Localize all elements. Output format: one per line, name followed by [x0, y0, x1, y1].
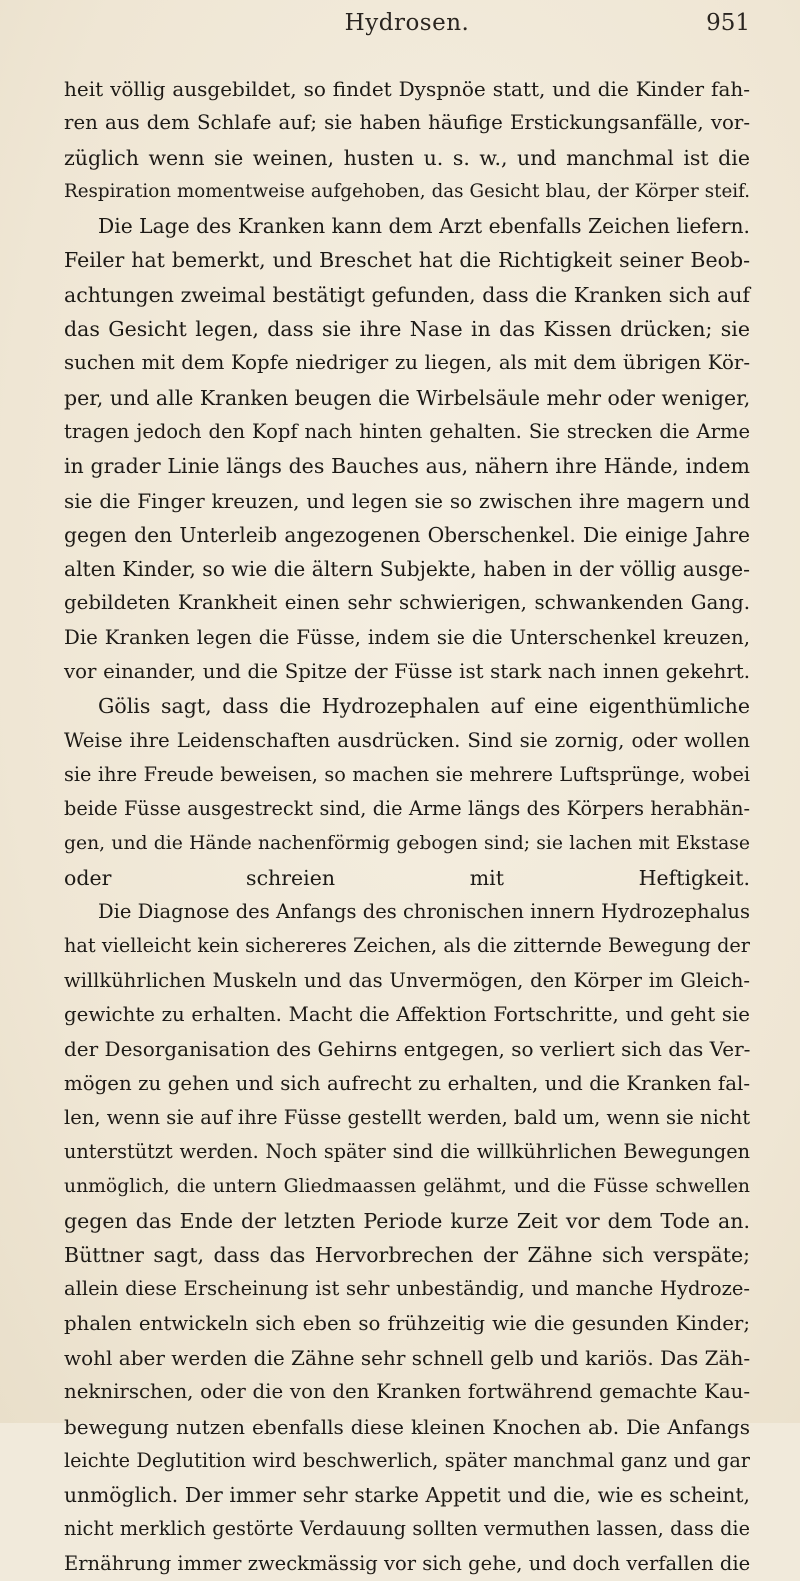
text-line: beide Füsse ausgestreckt sind, die Arme längs des Körpers herabhän- — [64, 797, 750, 821]
text-line: der Desorganisation des Gehirns entgegen, so verliert sich das Ver- — [64, 1037, 751, 1062]
text-line: züglich wenn sie weinen, husten u. s. w., und manchmal ist die — [64, 145, 750, 170]
text-line: willkührlichen Muskeln und das Unvermögen, den Körper im Gleich- — [64, 968, 750, 992]
text-line: Die Kranken legen die Füsse, indem sie die Unterschenkel kreuzen, — [64, 625, 750, 649]
text-line: per, und alle Kranken beugen die Wirbelsäule mehr oder weniger, — [64, 385, 751, 410]
text-line: leichte Deglutition wird beschwerlich, später manchmal ganz und gar — [64, 1448, 750, 1472]
text-line: Die Lage des Kranken kann dem Arzt ebenfalls Zeichen liefern. — [98, 214, 750, 239]
text-line: sie die Finger kreuzen, und legen sie so zwischen ihre magern und — [64, 488, 750, 513]
text-line: ren aus dem Schlafe auf; sie haben häufige Erstickungsanfälle, vor- — [64, 111, 750, 135]
running-title: Hydrosen. — [344, 10, 470, 36]
text-line: wohl aber werden die Zähne sehr schnell gelb und kariös. Das Zäh- — [64, 1345, 751, 1370]
text-line: tragen jedoch den Kopf nach hinten gehalten. Sie strecken die Arme — [64, 419, 750, 443]
text-line: unterstützt werden. Noch später sind die willkührlichen Bewegungen — [64, 1140, 750, 1164]
text-line: gen, und die Hände nachenförmig gebogen sind; sie lachen mit Ekstase — [64, 832, 750, 854]
text-line: allein diese Erscheinung ist sehr unbeständig, und manche Hydroze- — [64, 1277, 750, 1301]
text-line: nicht merklich gestörte Verdauung sollten vermuthen lassen, dass die — [64, 1517, 750, 1541]
text-line: gegen das Ende der letzten Periode kurze Zeit vor dem Tode an. — [64, 1208, 750, 1233]
body-text — [64, 72, 750, 1581]
text-line: bewegung nutzen ebenfalls diese kleinen Knochen ab. Die Anfangs — [64, 1414, 750, 1439]
page-header — [64, 0, 750, 72]
text-line: len, wenn sie auf ihre Füsse gestellt werden, bald um, wenn sie nicht — [64, 1105, 751, 1129]
text-line: alten Kinder, so wie die ältern Subjekte, haben in der völlig ausge- — [64, 557, 750, 582]
text-line: gebildeten Krankheit einen sehr schwierigen, schwankenden Gang. — [64, 591, 750, 615]
text-line: das Gesicht legen, dass sie ihre Nase in das Kissen drücken; sie — [64, 317, 750, 342]
text-line: neknirschen, oder die von den Kranken fortwährend gemachte Kau- — [64, 1380, 750, 1404]
text-line: Gölis sagt, dass die Hydrozephalen auf eine eigenthümliche — [98, 694, 750, 719]
text-line: heit völlig ausgebildet, so findet Dyspnöe statt, und die Kinder fah- — [64, 77, 750, 101]
text-line: oder schreien mit Heftigkeit. — [64, 865, 750, 890]
text-line: unmöglich. Der immer sehr starke Appetit und die, wie es scheint, — [64, 1483, 750, 1508]
text-line: Ernährung immer zweckmässig vor sich gehe, und doch verfallen die — [64, 1551, 751, 1575]
text-line: Die Diagnose des Anfangs des chronischen innern Hydrozephalus — [98, 900, 750, 924]
text-line: Feiler hat bemerkt, und Breschet hat die Richtigkeit seiner Beob- — [64, 248, 750, 273]
text-line: hat vielleicht kein sichereres Zeichen, als die zitternde Bewegung der — [64, 934, 750, 958]
text-line: Weise ihre Leidenschaften ausdrücken. Sind sie zornig, oder wollen — [64, 728, 750, 752]
text-line: gegen den Unterleib angezogenen Oberschenkel. Die einige Jahre — [64, 522, 750, 547]
text-line: Respiration momentweise aufgehoben, das Gesicht blau, der Körper steif. — [64, 180, 750, 202]
text-line: sie ihre Freude beweisen, so machen sie mehrere Luftsprünge, wobei — [64, 762, 750, 786]
text-line: mögen zu gehen und sich aufrecht zu erhalten, und die Kranken fal- — [64, 1071, 750, 1095]
page-number: 951 — [706, 10, 750, 36]
text-line: unmöglich, die untern Gliedmaassen gelähmt, und die Füsse schwellen — [64, 1175, 750, 1197]
text-line: suchen mit dem Kopfe niedriger zu liegen, als mit dem übrigen Kör- — [64, 351, 750, 375]
text-line: vor einander, und die Spitze der Füsse ist stark nach innen gekehrt. — [64, 660, 750, 684]
text-line: phalen entwickeln sich eben so frühzeitig wie die gesunden Kinder; — [64, 1311, 750, 1335]
text-line: in grader Linie längs des Bauches aus, nähern ihre Hände, indem — [64, 454, 750, 479]
text-line: achtungen zweimal bestätigt gefunden, dass die Kranken sich auf — [64, 282, 750, 307]
text-line: Büttner sagt, dass das Hervorbrechen der Zähne sich verspäte; — [64, 1243, 750, 1268]
text-line: gewichte zu erhalten. Macht die Affektion Fortschritte, und geht sie — [64, 1003, 750, 1027]
